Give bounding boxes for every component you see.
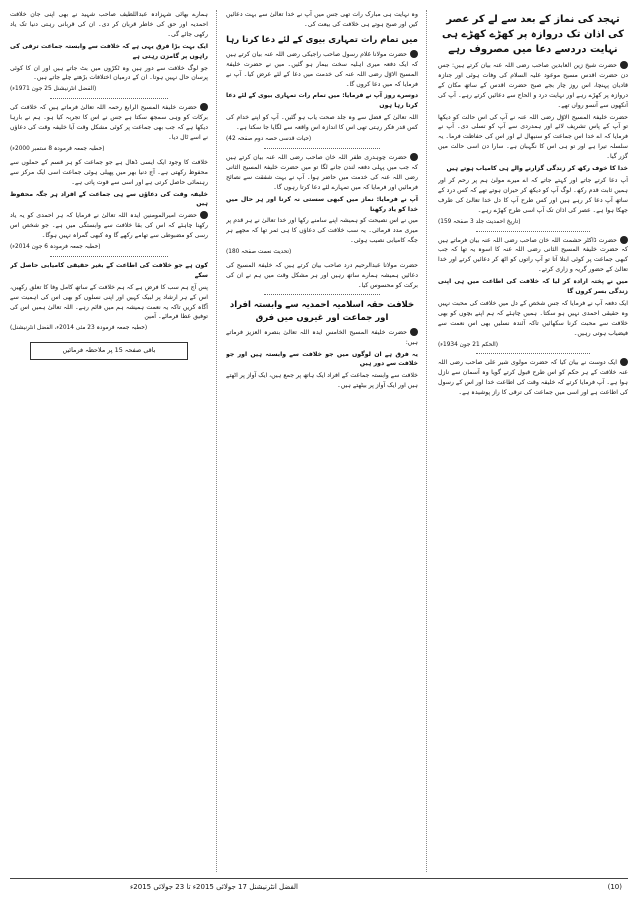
divider	[50, 256, 169, 257]
highlighted-quote: آپ نے فرمایا: نماز میں کبھی سستی نہ کرنا اور ہر حال میں خدا کو یاد رکھنا	[226, 195, 418, 213]
divider	[264, 294, 379, 295]
paragraph: خلافت سے وابستہ جماعت کے افراد ایک ہاتھ پر جمع ہیں، ایک آواز پر اٹھتے ہیں اور ایک آواز پر بیٹھتے ہیں۔	[226, 372, 418, 390]
citation: (الفضل انٹرنیشنل 25 جون 1971ء)	[10, 86, 97, 93]
left-column	[10, 10, 208, 872]
issue-dateline: الفضل انٹرنیشنل 17 جولائی 2015ء تا 23 جولائی 2015ء	[130, 883, 298, 891]
citation: (خطبہ جمعہ فرمودہ 6 جون 2014ء)	[10, 244, 101, 251]
citation: (خطبہ جمعہ فرمودہ 23 مئی 2014ء، الفضل انٹرنیشنل)	[10, 325, 148, 332]
paragraph: حضرت ڈاکٹر حشمت اللہ خان صاحب رضی اللہ عنہ بیان فرماتے ہیں کہ حضرت خلیفۃ المسیح الثانی رضی اللہ عنہ کا اسوہ یہ تھا کہ جب کبھی جماعت پر کوئی ابتلا آتا تو آپ راتوں کو اٹھ کر دعائیں کرتے اور خدا تعالیٰ کے حضور گریہ و زاری کرتے۔	[438, 236, 628, 274]
paragraph: ایک دوست نے بیان کیا کہ حضرت مولوی شیر علی صاحب رضی اللہ عنہ خلافت کے ہر حکم کو اس طرح قبول کرتے گویا وہ آسمان سے نازل ہوا ہے۔ آپ فرمایا کرتے کہ خلیفہ وقت کی اطاعت خدا اور اس کے رسول کی اطاعت ہے اور اسی میں جماعت کی ترقی کا راز پوشیدہ ہے۔	[438, 359, 628, 397]
middle-column	[226, 10, 418, 872]
right-column	[438, 10, 628, 872]
divider	[264, 148, 379, 149]
continued-on-page-note: باقی صفحہ 15 پر ملاحظہ فرمائیں	[30, 342, 188, 360]
bullet-icon	[410, 50, 418, 58]
highlighted-quote: خلیفہ وقت کی دعاؤں سے ہی جماعت کے افراد ہر جگہ محفوظ ہیں	[10, 190, 208, 208]
bullet-icon	[620, 61, 628, 69]
highlighted-quote: دوسرے روز آپ نے فرمایا: میں تمام رات تمہاری بیوی کے لئے دعا کرتا رہا ہوں	[226, 92, 418, 110]
paragraph: آپ دعا کرتے جاتے اور کہتے جاتے کہ اے میرے مولیٰ ہم پر رحم کر اور ہمیں ثابت قدم رکھ۔ لوگ آپ کو دیکھ کر حیران ہوتے تھے کہ کس درد کے ساتھ آپ دعا کر رہے ہیں اور کس طرح آپ کا دل خدا تعالیٰ کی طرف جھکا ہوا ہے۔ عصر کی اذان تک آپ اسی طرح کھڑے رہے۔	[438, 176, 628, 214]
paragraph: خلافت کا وجود ایک ایسی ڈھال ہے جو جماعت کو ہر قسم کے حملوں سے محفوظ رکھتی ہے۔ آج دنیا بھر میں پھیلی ہوئی جماعت اسی ایک مرکز سے رہنمائی حاصل کرتی ہے اور اسی سے قوت پاتی ہے۔	[10, 158, 208, 186]
paragraph: ہمارے بھائی شہزادہ عبداللطیف صاحب شہید نے بھی اپنی جان خلافت احمدیہ اور حق کی خاطر قربان کر دی۔ ان کی قربانی رہتی دنیا تک یاد رکھی جائے گی۔	[10, 11, 208, 38]
bullet-icon	[410, 328, 418, 336]
highlighted-quote: کون ہے جو خلافت کی اطاعت کے بغیر حقیقی کامیابی حاصل کر سکے	[10, 261, 208, 279]
divider	[476, 231, 590, 232]
paragraph: حضرت چوہدری ظفر اللہ خان صاحب رضی اللہ عنہ بیان کرتے ہیں کہ جب میں پہلی دفعہ لندن جانے لگا تو میں حضرت خلیفۃ المسیح الثانی رضی اللہ عنہ کی خدمت میں حاضر ہوا۔ آپ نے بہت شفقت سے نصائح فرمائیں اور فرمایا کہ میں تمہارے لئے دعا کرتا رہوں گا۔	[226, 153, 418, 191]
paragraph: حضرت خلیفۃ المسیح الرابع رحمہ اللہ تعالیٰ فرماتے ہیں کہ خلافت کی برکات کو وہی سمجھ سکتا ہے جس نے اس کا تجربہ کیا ہو۔ ہم نے بارہا دیکھا ہے کہ جب بھی جماعت پر کوئی مشکل وقت آیا خلیفہ وقت کی دعاؤں نے اسے ٹال دیا۔	[10, 104, 208, 141]
divider	[476, 353, 590, 354]
bullet-icon	[620, 358, 628, 366]
highlighted-quote: ایک بہت بڑا فرق یہی ہے کہ خلافت سے وابستہ جماعت ترقی کی راہوں پر گامزن رہتی ہے	[10, 42, 208, 60]
citation: (تاریخ احمدیت جلد 3 صفحہ 159)	[438, 218, 521, 225]
column-divider	[216, 10, 217, 872]
paragraph: حضرت شیخ زین العابدین صاحب رضی اللہ عنہ بیان کرتے ہیں: جس دن حضرت اقدس مسیح موعود علیہ السلام کی وفات ہوئی اور جنازہ قادیان پہنچا، اس روز چار بجے صبح حضرت اقدس کے ساتھ مکان کے دروازہ پر کھڑے رہے اور نہایت درد و الحاح سے دعائیں کرتے رہے۔ آپ کی آنکھوں سے آنسو رواں تھے۔	[438, 62, 628, 109]
paragraph: حضرت خلیفۃ المسیح الخامس ایدہ اللہ تعالیٰ بنصرہ العزیز فرماتے ہیں:	[226, 328, 418, 346]
paragraph: حضرت مولانا غلام رسول صاحب راجیکی رضی اللہ عنہ بیان کرتے ہیں کہ ایک دفعہ میری اہلیہ سخت بیمار ہو گئیں۔ میں نے حضرت خلیفۃ المسیح الاوّل رضی اللہ عنہ کی خدمت میں دعا کے لئے عرض کیا۔ آپ نے فرمایا کہ میں دعا کروں گا۔	[226, 50, 418, 88]
paragraph: وہ نہایت ہی مبارک رات تھی جس میں آپ نے خدا تعالیٰ سے بہت دعائیں کیں اور صبح ہوتے ہی خلافت کی بیعت کی۔	[226, 11, 418, 28]
section-heading: خلافت حقہ اسلامیہ احمدیہ سے وابستہ افراد اور جماعت اور غیروں میں فرق	[229, 299, 415, 323]
paragraph: حضرت امیرالمومنین ایدہ اللہ تعالیٰ نے فرمایا کہ ہر احمدی کو یہ یاد رکھنا چاہئے کہ اس کی بقا خلافت سے وابستگی میں ہے۔ جو شخص اس رسی کو مضبوطی سے تھامے رکھے گا وہ کبھی گمراہ نہیں ہوگا۔	[10, 212, 208, 240]
citation: (حیات قدسی حصہ دوم صفحہ 42)	[226, 136, 312, 143]
paragraph: پس آج ہم سب کا فرض ہے کہ ہم خلافت کے ساتھ کامل وفا کا تعلق رکھیں، اس کے ہر ارشاد پر لبیک کہیں اور اپنی نسلوں کو بھی اس کی اہمیت سے آگاہ کریں تاکہ یہ نعمت ہمیشہ ہم میں قائم رہے۔ اللہ تعالیٰ ہمیں اس کی توفیق عطا فرمائے۔ آمین	[10, 283, 208, 321]
section-heading: میں تمام رات تمہاری بیوی کے لئے دعا کرتا رہا	[226, 34, 418, 45]
paragraph: حضرت مولانا عبدالرحیم درد صاحب بیان کرتے ہیں کہ خلیفۃ المسیح کی دعائیں ہمیشہ ہمارے ساتھ رہیں اور ہر مشکل وقت میں ہم نے ان کی برکت کو محسوس کیا۔	[226, 262, 418, 289]
bullet-icon	[200, 211, 208, 219]
highlighted-quote: خدا کا خوف رکھ کر زندگی گزارنے والے ہی کامیاب ہوتے ہیں	[446, 165, 628, 173]
page-footer	[10, 878, 628, 895]
paragraph: اللہ تعالیٰ کے فضل سے وہ جلد صحت یاب ہو گئیں۔ آپ کو اپنے خدام کی کس قدر فکر رہتی تھی اس کا اندازہ اس واقعہ سے لگایا جا سکتا ہے۔	[226, 114, 418, 132]
highlighted-quote: یہ فرق ہے ان لوگوں میں جو خلافت سے وابستہ ہیں اور جو خلافت سے دور ہیں	[226, 350, 418, 368]
page-number: (10)	[607, 883, 622, 891]
highlighted-quote: میں نے پختہ ارادہ کر لیا کہ خلافت کی اطاعت میں ہی اپنی زندگی بسر کروں گا	[438, 278, 628, 296]
citation: (خطبہ جمعہ فرمودہ 8 ستمبر 2000ء)	[10, 145, 105, 152]
paragraph: جو لوگ خلافت سے دور ہیں وہ ٹکڑوں میں بٹ جاتے ہیں اور ان کا کوئی پرسان حال نہیں ہوتا۔ ان کے درمیان اختلافات بڑھتے چلے جاتے ہیں۔	[10, 64, 208, 82]
column-divider	[426, 10, 427, 872]
citation: (الحکم 21 جون 1934ء)	[438, 341, 498, 348]
paragraph: ایک دفعہ آپ نے فرمایا کہ جس شخص کے دل میں خلافت کی محبت نہیں وہ حقیقی احمدی نہیں ہو سکتا۔ ہمیں چاہئے کہ ہم اپنے بچوں کو بھی خلافت سے محبت کرنا سکھائیں تاکہ آئندہ نسلیں بھی اس نعمت سے فیضیاب ہوتی رہیں۔	[438, 299, 628, 337]
bullet-icon	[410, 153, 418, 161]
divider	[50, 98, 169, 99]
citation: (تحدیث نعمت صفحہ 180)	[226, 249, 292, 256]
bullet-icon	[200, 103, 208, 111]
newspaper-page	[10, 10, 628, 880]
bullet-icon	[620, 236, 628, 244]
paragraph: حضرت خلیفۃ المسیح الاوّل رضی اللہ عنہ نے آپ کی اس حالت کو دیکھا تو آپ کے پاس تشریف لائے اور ہمدردی سے آپ کو تسلی دی۔ آپ نے فرمایا کہ اے خدا اس جماعت کو سنبھال لے اور اس کی حفاظت فرما۔ یہ سلسلہ تیرا ہے اور تو ہی اس کا نگہبان ہے۔ سارا دن اسی حالت میں گزر گیا۔	[438, 113, 628, 161]
right-column-headline: تہجد کی نماز کے بعد سے لے کر عصر کی اذان تک دروازہ پر کھڑے کھڑے ہی نہایت دردسے دعا میں مصروف رہے	[442, 14, 624, 55]
paragraph: میں نے اس نصیحت کو ہمیشہ اپنے سامنے رکھا اور خدا تعالیٰ نے ہر قدم پر میری مدد فرمائی۔ یہ سب خلافت کی دعاؤں کا ہی ثمر تھا کہ مجھے ہر جگہ کامیابی نصیب ہوئی۔	[226, 217, 418, 245]
